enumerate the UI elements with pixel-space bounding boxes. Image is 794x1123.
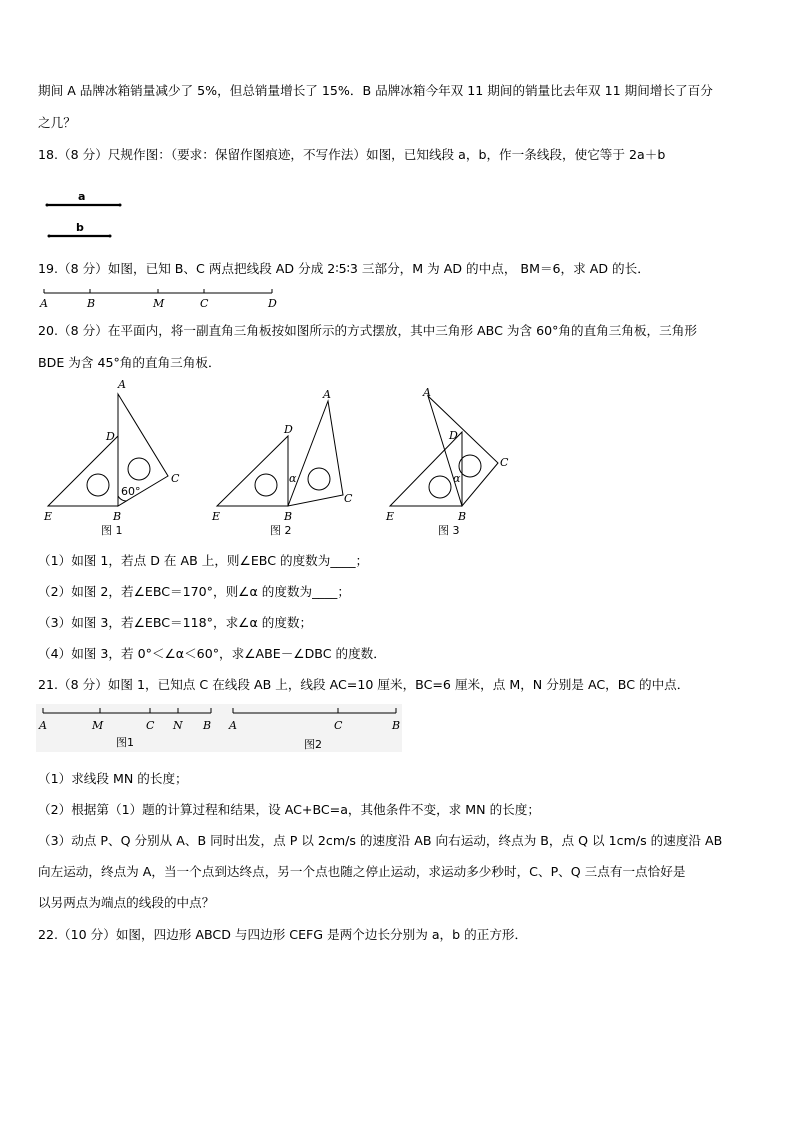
fig3-alpha: α	[453, 472, 461, 485]
fig1-C: C	[171, 472, 180, 485]
fig2-caption: 图 2	[270, 524, 292, 537]
fig3-A: A	[423, 386, 431, 399]
q22-text: 22.（10 分）如图，四边形 ABCD 与四边形 CEFG 是两个边长分别为 a，b 的正方形．	[38, 927, 528, 942]
q21-sub3-line1: （3）动点 P、Q 分别从 A、B 同时出发，点 P 以 2cm/s 的速度沿 AB 向右运动，终点为 B，点 Q 以 1cm/s 的速度沿 AB	[38, 833, 723, 848]
fig2-B: B	[284, 510, 293, 523]
q19-point-C: C	[200, 297, 209, 310]
q17-line2: 之几？	[38, 115, 76, 130]
q21-fig1-B: B	[203, 719, 212, 732]
q21-fig1-A: A	[39, 719, 47, 732]
q20-fig2	[208, 378, 368, 538]
q21-figure	[36, 704, 408, 754]
fig3-caption: 图 3	[438, 524, 460, 537]
q19-figure	[34, 284, 284, 312]
seg-b-label: b	[76, 221, 84, 234]
q21-sub3-line3: 以另两点为端点的线段的中点？	[38, 895, 215, 910]
q21-fig1-N: N	[173, 719, 183, 732]
q21-fig2-caption: 图2	[304, 738, 322, 751]
q20-fig3	[378, 378, 528, 538]
q17-line1: 期间 A 品牌冰箱销量减少了 5%，但总销量增长了 15%．B 品牌冰箱今年双 11 期间的销量比去年双 11 期间增长了百分	[38, 83, 713, 98]
fig1-E: E	[44, 510, 53, 523]
fig1-D: D	[106, 430, 115, 443]
fig3-E: E	[386, 510, 395, 523]
q19-point-A: A	[40, 297, 48, 310]
q20-sub1: （1）如图 1，若点 D 在 AB 上，则∠EBC 的度数为____；	[38, 553, 369, 568]
q21-fig2-C: C	[334, 719, 343, 732]
fig2-A: A	[323, 388, 331, 401]
q18-figure	[40, 186, 140, 242]
fig1-A: A	[118, 378, 126, 391]
fig1-caption: 图 1	[101, 524, 123, 537]
q21-fig1-C: C	[146, 719, 155, 732]
fig2-alpha: α	[289, 472, 297, 485]
q21-sub2: （2）根据第（1）题的计算过程和结果，设 AC+BC=a，其他条件不变，求 MN 的长度；	[38, 802, 540, 817]
q21-text: 21.（8 分）如图 1，已知点 C 在线段 AB 上，线段 AC=10 厘米，BC=6 厘米，点 M，N 分别是 AC，BC 的中点．	[38, 677, 690, 692]
q19-point-B: B	[87, 297, 96, 310]
q21-sub1: （1）求线段 MN 的长度；	[38, 771, 188, 786]
q20-fig1	[38, 378, 188, 538]
seg-a-label: a	[78, 190, 86, 203]
q21-fig1-M: M	[92, 719, 104, 732]
fig2-E: E	[212, 510, 221, 523]
q20-sub3: （3）如图 3，若∠EBC＝118°，求∠α 的度数；	[38, 615, 313, 630]
q19-point-M: M	[153, 297, 165, 310]
fig3-B: B	[458, 510, 467, 523]
q20-line2: BDE 为含 45°角的直角三角板．	[38, 355, 221, 370]
fig2-C: C	[344, 492, 353, 505]
q21-fig1-caption: 图1	[116, 736, 134, 749]
fig1-B: B	[113, 510, 122, 523]
q18-text: 18.（8 分）尺规作图：（要求：保留作图痕迹，不写作法）如图，已知线段 a，b，作一条线段，使它等于 2a＋b	[38, 147, 666, 162]
q20-sub2: （2）如图 2，若∠EBC＝170°，则∠α 的度数为____；	[38, 584, 350, 599]
q21-fig2-B: B	[392, 719, 401, 732]
q20-sub4: （4）如图 3，若 0°＜∠α＜60°，求∠ABE－∠DBC 的度数．	[38, 646, 386, 661]
fig1-angle: 60°	[121, 485, 141, 498]
q19-text: 19.（8 分）如图，已知 B、C 两点把线段 AD 分成 2∶5∶3 三部分，M 为 AD 的中点， BM＝6，求 AD 的长．	[38, 261, 650, 276]
q19-point-D: D	[268, 297, 277, 310]
fig2-D: D	[284, 423, 293, 436]
fig3-D: D	[449, 429, 458, 442]
q20-line1: 20.（8 分）在平面内，将一副直角三角板按如图所示的方式摆放，其中三角形 ABC 为含 60°角的直角三角板，三角形	[38, 323, 697, 338]
fig3-C: C	[500, 456, 509, 469]
q21-sub3-line2: 向左运动，终点为 A，当一个点到达终点，另一个点也随之停止运动，求运动多少秒时，C、P、Q 三点有一点恰好是	[38, 864, 686, 879]
q21-fig2-A: A	[229, 719, 237, 732]
